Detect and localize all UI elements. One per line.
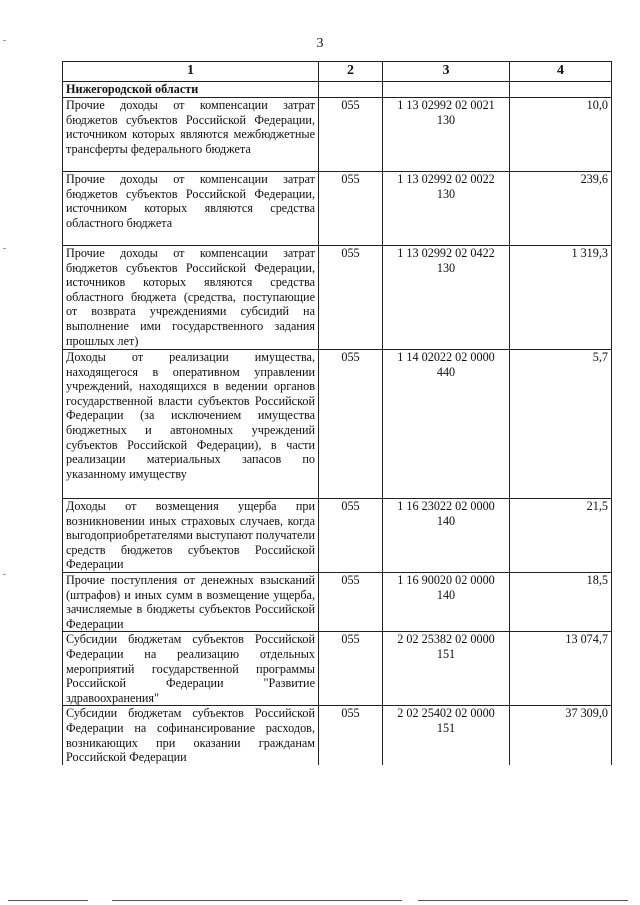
revenue-code-line2: 140: [436, 587, 456, 602]
row-amount: 5,7: [510, 350, 612, 499]
revenue-table: [62, 61, 612, 765]
revenue-code: [383, 499, 510, 573]
table-row: [63, 632, 612, 706]
table-row: [63, 172, 612, 246]
column-header-3: 3: [383, 62, 510, 82]
admin-code: 055: [319, 573, 383, 632]
row-amount: 13 074,7: [510, 632, 612, 706]
column-header-4: 4: [510, 62, 612, 82]
row-description: Доходы от реализации имущества, находящегося в оперативном управлении учреждений, находящихся в ведении органов государственной власти субъектов Российской Федерации (за исключением имущества бюджетных и автономных учреждений субъектов Российской Федерации), в части реализации материальных запасов по указанному имуществу: [63, 350, 319, 499]
table-row: [63, 98, 612, 172]
region-row: [63, 82, 612, 98]
revenue-code-line1: 1 13 02992 02 0422: [397, 246, 495, 260]
row-amount: 21,5: [510, 499, 612, 573]
revenue-code: [383, 632, 510, 706]
revenue-code-line1: 1 16 23022 02 0000: [397, 499, 495, 513]
admin-code: 055: [319, 706, 383, 766]
revenue-code: [383, 246, 510, 350]
table-row: [63, 499, 612, 573]
revenue-code-line1: 1 13 02992 02 0022: [397, 172, 495, 186]
table-row: [63, 246, 612, 350]
table-row: [63, 706, 612, 766]
revenue-code: [383, 350, 510, 499]
revenue-code-line2: 440: [436, 364, 456, 379]
revenue-code-line1: 1 13 02992 02 0021: [397, 98, 495, 112]
row-description: Прочие поступления от денежных взысканий (штрафов) и иных сумм в возмещение ущерба, зачисляемые в бюджеты субъектов Российской Федерации: [63, 573, 319, 632]
revenue-code-line2: 151: [436, 720, 456, 735]
scan-edge-line: [112, 900, 402, 901]
row-amount: 1 319,3: [510, 246, 612, 350]
revenue-code-line2: 140: [436, 513, 456, 528]
revenue-code-line1: 2 02 25382 02 0000: [397, 632, 495, 647]
row-amount: 18,5: [510, 573, 612, 632]
table-row: [63, 573, 612, 632]
revenue-code: [383, 172, 510, 246]
scan-edge-line: [8, 900, 88, 901]
revenue-code-line1: 1 16 90020 02 0000: [397, 573, 495, 587]
scan-edge-line: [418, 900, 628, 901]
revenue-code-line2: 151: [436, 646, 456, 661]
admin-code: 055: [319, 499, 383, 573]
scan-mark: [3, 574, 6, 575]
row-description: Прочие доходы от компенсации затрат бюджетов субъектов Российской Федерации, источником которых являются средства областного бюджета: [63, 172, 319, 246]
revenue-code-line1: 1 14 02022 02 0000: [397, 350, 495, 364]
revenue-code: [383, 98, 510, 172]
admin-code: 055: [319, 350, 383, 499]
page-number: 3: [316, 36, 324, 51]
row-description: Субсидии бюджетам субъектов Российской Федерации на софинансирование расходов, возникающих при оказании гражданам Российской Федерации: [63, 706, 319, 766]
column-header-1: 1: [63, 62, 319, 82]
row-description: Доходы от возмещения ущерба при возникновении иных страховых случаев, когда выгодоприобретателями выступают получатели средств бюджетов субъектов Российской Федерации: [63, 499, 319, 573]
admin-code: 055: [319, 632, 383, 706]
revenue-code-line2: 130: [436, 260, 456, 275]
admin-code: 055: [319, 98, 383, 172]
revenue-code: [383, 706, 510, 766]
scan-mark: [3, 40, 6, 41]
column-header-2: 2: [319, 62, 383, 82]
header-row: [63, 62, 612, 82]
scan-mark: [3, 248, 6, 249]
empty-cell: [319, 82, 383, 98]
admin-code: 055: [319, 246, 383, 350]
row-amount: 10,0: [510, 98, 612, 172]
revenue-code-line2: 130: [436, 112, 456, 127]
admin-code: 055: [319, 172, 383, 246]
row-amount: 239,6: [510, 172, 612, 246]
row-description: Субсидии бюджетам субъектов Российской Федерации на реализацию отдельных мероприятий государственной программы Российской Федерации "Развитие здравоохранения": [63, 632, 319, 706]
empty-cell: [383, 82, 510, 98]
row-description: Прочие доходы от компенсации затрат бюджетов субъектов Российской Федерации, источником которых являются межбюджетные трансферты федерального бюджета: [63, 98, 319, 172]
revenue-code: [383, 573, 510, 632]
row-amount: 37 309,0: [510, 706, 612, 766]
table-row: [63, 350, 612, 499]
revenue-code-line2: 130: [436, 186, 456, 201]
region-name: Нижегородской области: [63, 82, 319, 98]
row-description: Прочие доходы от компенсации затрат бюджетов субъектов Российской Федерации, источников которых являются средства областного бюджета (средства, поступающие от возврата учреждениями субсидий на выполнение ими государственного задания прошлых лет): [63, 246, 319, 350]
empty-cell: [510, 82, 612, 98]
revenue-code-line1: 2 02 25402 02 0000: [397, 706, 495, 721]
